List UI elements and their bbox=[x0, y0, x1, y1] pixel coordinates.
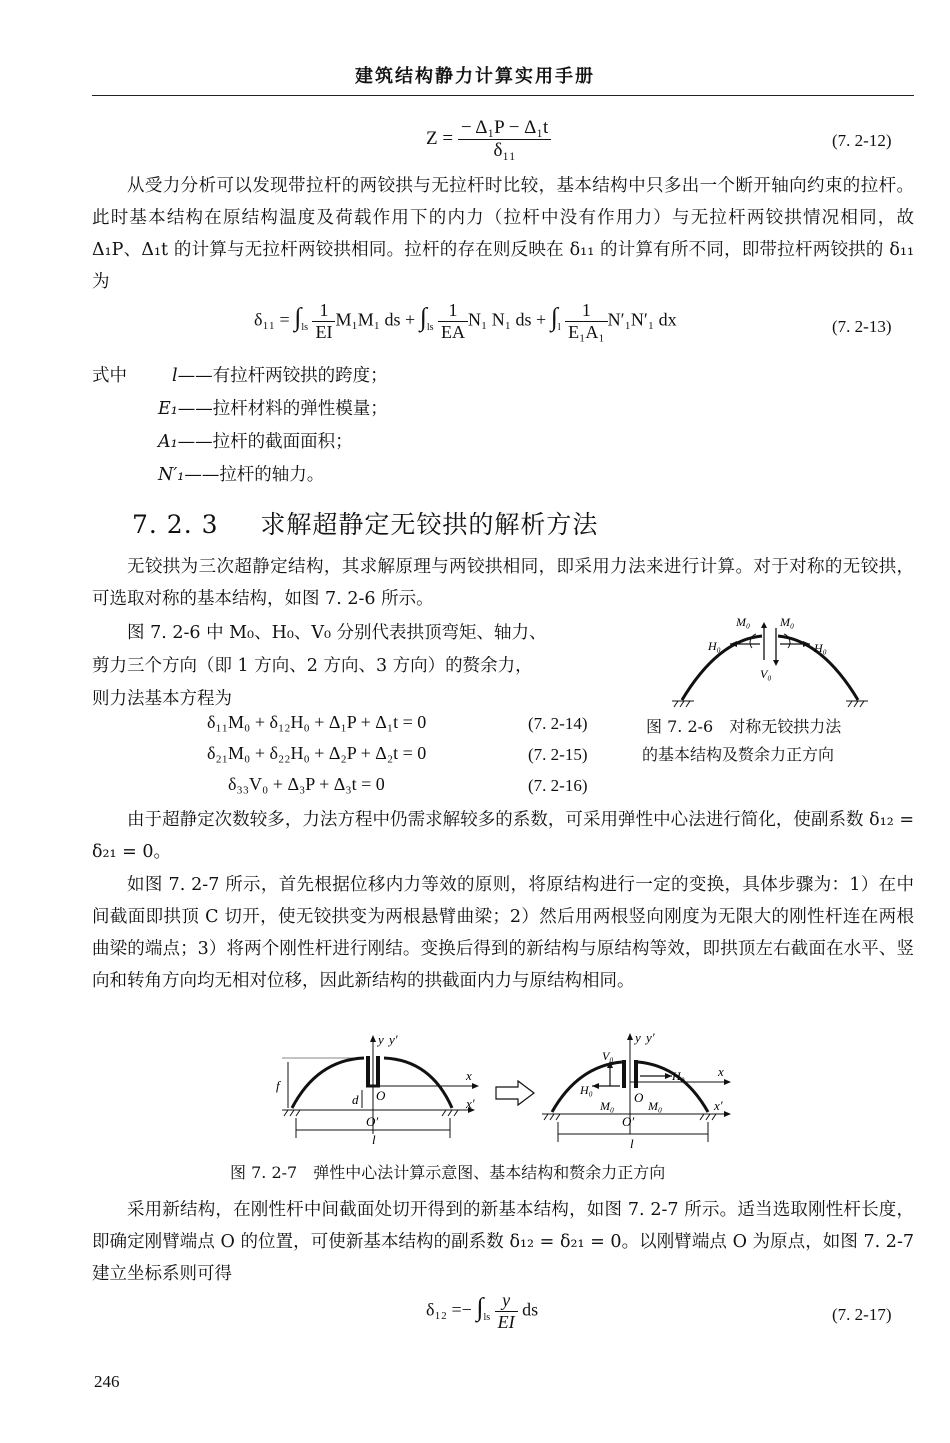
figure-7-2-6-caption-line: 图 7. 2-6 对称无铰拱力法 bbox=[646, 717, 842, 736]
label-m0-left: M₀ bbox=[736, 615, 751, 629]
rigid-arm-left bbox=[622, 1060, 626, 1088]
definition-item bbox=[158, 428, 353, 453]
eq-lhs: Z = bbox=[426, 127, 454, 149]
definition-symbol: N′₁ bbox=[158, 465, 185, 485]
label-h0-right: H₀ bbox=[814, 641, 827, 655]
definition-symbol: l bbox=[172, 366, 178, 386]
arrow-right-icon bbox=[724, 1079, 731, 1085]
label-l: l bbox=[630, 1136, 634, 1151]
header-rule bbox=[92, 95, 914, 96]
eq-fraction bbox=[312, 300, 335, 343]
definition-text: ——拉杆的轴力。 bbox=[184, 465, 325, 485]
section-heading bbox=[132, 505, 598, 541]
label-m0-left: M₀ bbox=[600, 1099, 615, 1113]
eq-fraction bbox=[495, 1290, 518, 1333]
definition-item bbox=[172, 362, 388, 387]
label-f: f bbox=[276, 1078, 280, 1093]
integral-sign: ∫ bbox=[294, 302, 302, 332]
definitions-prefix: 式中 bbox=[92, 366, 127, 386]
paragraph-4: 由于超静定次数较多，力法方程中仍需求解较多的系数，可采用弹性中心法进行简化，使副系数 δ₁₂ = δ₂₁ = 0。 bbox=[92, 810, 914, 862]
transform-arrow-icon bbox=[496, 1081, 534, 1105]
eq-denominator: EA bbox=[441, 322, 465, 342]
eq-fraction bbox=[438, 300, 468, 343]
equation-number-7-2-13: (7. 2-13) bbox=[832, 317, 892, 336]
equation-7-2-14: δ₁₁M₀ + δ₁₂H₀ + Δ₁P + Δ₁t = 0 bbox=[207, 712, 427, 732]
arrow-left-icon bbox=[592, 1083, 599, 1089]
paragraph-3-line: 图 7. 2-6 中 M₀、H₀、V₀ 分别代表拱顶弯矩、轴力、 bbox=[127, 623, 547, 643]
eq-fraction bbox=[458, 117, 551, 162]
eq-numerator: 1 bbox=[312, 300, 335, 322]
label-v0: V₀ bbox=[760, 667, 772, 681]
label-l: l bbox=[372, 1132, 376, 1147]
equation-number-7-2-16: (7. 2-16) bbox=[528, 776, 588, 795]
label-o: O bbox=[376, 1088, 386, 1103]
label-y-prime: y′ bbox=[389, 1032, 398, 1047]
eq-numerator: − Δ₁P − Δ₁t bbox=[458, 117, 551, 140]
definition-symbol: E₁ bbox=[158, 399, 178, 419]
definition-text: ——有拉杆两铰拱的跨度； bbox=[177, 366, 388, 386]
label-v0: V₀ bbox=[602, 1049, 614, 1063]
eq-denominator: EI bbox=[497, 1312, 515, 1332]
eq-fraction bbox=[565, 300, 608, 343]
definition-text: ——拉杆的截面面积； bbox=[177, 432, 353, 452]
figure-7-2-7-right bbox=[542, 1030, 731, 1151]
integral-subscript: ls bbox=[483, 1312, 491, 1324]
integral-sign: ∫ bbox=[419, 302, 427, 332]
definition-item bbox=[158, 461, 324, 486]
page-number: 246 bbox=[94, 1372, 120, 1391]
paragraph-2: 无铰拱为三次超静定结构，其求解原理与两铰拱相同，即采用力法来进行计算。对于对称的无铰拱，可选取对称的基本结构，如图 7. 2-6 所示。 bbox=[92, 557, 914, 609]
integral-subscript: l bbox=[557, 322, 561, 334]
eq-numerator: 1 bbox=[438, 300, 468, 322]
eq-lhs: δ₁₁ = bbox=[254, 309, 290, 330]
label-d: d bbox=[352, 1092, 359, 1107]
arrow-up-icon bbox=[627, 1033, 633, 1040]
integral-sign: ∫ bbox=[550, 302, 558, 332]
label-y: y bbox=[378, 1032, 384, 1047]
section-number: 7. 2. 3 bbox=[132, 510, 219, 539]
equation-7-2-12 bbox=[426, 117, 551, 162]
section-title: 求解超静定无铰拱的解析方法 bbox=[260, 510, 599, 539]
eq-term: N′₁N′₁ dx bbox=[607, 309, 677, 330]
running-header: 建筑结构静力计算实用手册 bbox=[355, 66, 595, 87]
eq-term: N₁ N₁ ds + bbox=[468, 309, 547, 330]
eq-denominator: EI bbox=[315, 322, 333, 342]
rigid-arm-right bbox=[376, 1056, 380, 1086]
rigid-arm-right bbox=[634, 1060, 638, 1088]
integral-subscript: ls bbox=[426, 322, 434, 334]
label-o-prime: O′ bbox=[366, 1114, 379, 1129]
label-x-prime: x′ bbox=[466, 1096, 475, 1111]
figure-7-2-7 bbox=[262, 1030, 748, 1158]
label-x: x bbox=[718, 1064, 724, 1079]
label-o: O bbox=[634, 1090, 644, 1105]
eq-denominator: E₁A₁ bbox=[568, 322, 605, 342]
equation-7-2-17 bbox=[426, 1290, 538, 1333]
equation-number-7-2-14: (7. 2-14) bbox=[528, 714, 588, 733]
definition-item bbox=[158, 395, 388, 420]
label-y-prime: y′ bbox=[646, 1030, 655, 1045]
paragraph-3-line: 剪力三个方向（即 1 方向、2 方向、3 方向）的赘余力， bbox=[92, 656, 533, 676]
integral-subscript: ls bbox=[301, 322, 308, 334]
eq-lhs: δ₁₂ =− bbox=[426, 1299, 472, 1320]
eq-numerator: y bbox=[495, 1290, 518, 1312]
support-hatching bbox=[674, 701, 864, 707]
label-h0-left: H₀ bbox=[708, 639, 721, 653]
equation-number-7-2-12: (7. 2-12) bbox=[832, 131, 892, 150]
label-x-prime: x′ bbox=[714, 1098, 723, 1113]
equation-number-7-2-17: (7. 2-17) bbox=[832, 1305, 892, 1324]
label-h0-left: H₀ bbox=[580, 1083, 593, 1097]
figure-7-2-7-caption: 图 7. 2-7 弹性中心法计算示意图、基本结构和赘余力正方向 bbox=[230, 1163, 666, 1182]
arrow-down-icon bbox=[773, 660, 779, 666]
paragraph-6: 采用新结构，在刚性杆中间截面处切开得到的新基本结构，如图 7. 2-7 所示。适当选取刚性杆长度，即确定刚臂端点 O 的位置，可使新基本结构的副系数 δ₁₂ = δ₂₁ = 0。以刚臂端点 O 为原点，如图 7. 2-7 建立坐标系则可得 bbox=[92, 1200, 914, 1284]
equation-7-2-16: δ₃₃V₀ + Δ₃P + Δ₃t = 0 bbox=[228, 774, 385, 794]
figure-7-2-6-caption-line: 的基本结构及赘余力正方向 bbox=[642, 745, 835, 764]
arrow-up-icon bbox=[370, 1035, 376, 1042]
paragraph-5: 如图 7. 2-7 所示，首先根据位移内力等效的原则，将原结构进行一定的变换，具体步骤为：1）在中间截面即拱顶 C 切开，使无铰拱变为两根悬臂曲梁；2）然后用两根竖向刚度为无限大的刚性杆连在两根曲梁的端点；3）将两个刚性杆进行刚结。变换后得到的新结构与原结构等效，即拱顶左右截面在水平、竖向和转角方向均无相对位移，因此新结构的拱截面内力与原结构相同。 bbox=[92, 875, 914, 991]
label-y: y bbox=[635, 1030, 641, 1045]
figure-7-2-7-left bbox=[276, 1032, 479, 1147]
definition-symbol: A₁ bbox=[158, 432, 178, 452]
integral-sign: ∫ bbox=[476, 1292, 484, 1322]
equation-number-7-2-15: (7. 2-15) bbox=[528, 745, 588, 764]
paragraph-3-line: 则力法基本方程为 bbox=[92, 689, 232, 709]
arch-right bbox=[384, 1058, 452, 1108]
definition-text: ——拉杆材料的弹性模量； bbox=[177, 399, 388, 419]
label-h0-right: H₀ bbox=[672, 1069, 685, 1083]
paragraph-1: 从受力分析可以发现带拉杆的两铰拱与无拉杆时比较，基本结构中只多出一个断开轴向约束的拉杆。此时基本结构在原结构温度及荷载作用下的内力（拉杆中没有作用力）与无拉杆两铰拱情况相同，故 Δ₁P、Δ₁t 的计算与无拉杆两铰拱相同。拉杆的存在则反映在 δ₁₁ 的计算有所不同，即带拉杆两铰拱的 δ₁₁ 为 bbox=[92, 176, 914, 292]
eq-denominator: δ₁₁ bbox=[493, 140, 516, 161]
arrow-right-icon bbox=[724, 1111, 731, 1117]
label-m0-right: M₀ bbox=[780, 615, 795, 629]
label-o-prime: O′ bbox=[622, 1114, 635, 1129]
eq-term: M₁M₁ ds + bbox=[335, 309, 416, 330]
eq-term: ds bbox=[522, 1299, 539, 1320]
label-x: x bbox=[466, 1068, 472, 1083]
arrow-up-icon bbox=[761, 622, 767, 628]
arch-left bbox=[682, 636, 762, 700]
rigid-arm-left bbox=[366, 1056, 370, 1086]
arrow-right-icon bbox=[472, 1083, 479, 1089]
equation-7-2-13 bbox=[254, 300, 677, 343]
equation-7-2-15: δ₂₁M₀ + δ₂₂H₀ + Δ₂P + Δ₂t = 0 bbox=[207, 743, 427, 763]
eq-numerator: 1 bbox=[565, 300, 608, 322]
figure-7-2-6 bbox=[660, 612, 880, 712]
label-m0-right: M₀ bbox=[648, 1099, 663, 1113]
